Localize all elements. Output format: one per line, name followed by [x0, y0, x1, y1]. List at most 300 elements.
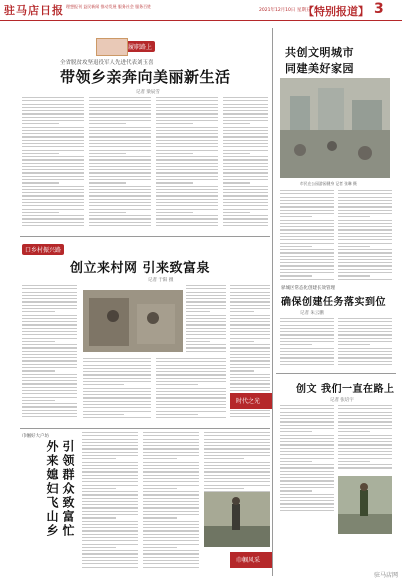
text-line — [22, 182, 59, 183]
text-line — [204, 478, 270, 479]
text-line — [156, 371, 226, 372]
text-line — [280, 279, 334, 280]
text-column — [280, 405, 334, 517]
text-line — [22, 225, 84, 226]
text-line — [156, 391, 226, 392]
text-line — [22, 334, 77, 335]
text-line — [156, 110, 218, 111]
text-line — [82, 448, 138, 449]
text-line — [230, 311, 254, 312]
text-line — [338, 405, 392, 406]
text-line — [22, 331, 77, 332]
text-line — [338, 197, 392, 198]
text-line — [230, 285, 270, 286]
text-line — [338, 461, 370, 462]
text-line — [230, 354, 270, 355]
text-line — [223, 159, 268, 160]
text-line — [280, 239, 334, 240]
text-column — [22, 285, 77, 423]
text-line — [338, 421, 392, 422]
text-line — [143, 478, 199, 479]
text-line — [230, 390, 270, 391]
text-line — [338, 458, 392, 459]
text-line — [338, 415, 392, 416]
text-line — [204, 465, 270, 466]
text-line — [280, 364, 334, 365]
text-line — [280, 193, 334, 194]
text-line — [156, 397, 226, 398]
text-line — [186, 298, 226, 299]
text-line — [22, 205, 84, 206]
text-line — [82, 527, 138, 528]
text-line — [82, 465, 138, 466]
text-line — [280, 500, 334, 501]
text-line — [223, 156, 268, 157]
text-line — [82, 468, 138, 469]
text-line — [22, 344, 77, 345]
text-line — [22, 120, 84, 121]
text-line — [223, 97, 268, 98]
text-line — [280, 480, 334, 481]
text-line — [280, 216, 312, 217]
text-line — [230, 357, 270, 358]
text-line — [186, 334, 226, 335]
text-line — [22, 127, 84, 128]
text-line — [143, 435, 199, 436]
text-line — [143, 468, 199, 469]
text-line — [89, 97, 151, 98]
text-line — [89, 215, 151, 216]
text-line — [89, 172, 151, 173]
text-line — [82, 435, 138, 436]
text-line — [280, 471, 334, 472]
text-line — [156, 127, 218, 128]
text-line — [156, 100, 218, 101]
text-line — [89, 159, 151, 160]
text-line — [186, 324, 226, 325]
text-line — [22, 324, 77, 325]
text-line — [338, 213, 392, 214]
text-line — [82, 524, 138, 525]
tag-graphic — [96, 38, 128, 56]
text-line — [223, 205, 268, 206]
text-line — [89, 143, 151, 144]
text-line — [230, 292, 270, 293]
text-line — [186, 338, 226, 339]
text-line — [82, 494, 138, 495]
text-line — [156, 378, 226, 379]
text-line — [143, 442, 199, 443]
text-line — [22, 156, 84, 157]
text-line — [83, 371, 151, 372]
text-line — [338, 259, 392, 260]
text-line — [338, 275, 370, 276]
text-line — [204, 488, 244, 489]
text-line — [89, 225, 151, 226]
paper-name: 驻马店日报 — [4, 4, 64, 17]
text-line — [230, 410, 270, 411]
text-line — [280, 203, 334, 204]
text-line — [156, 189, 218, 190]
text-line — [22, 169, 84, 170]
text-line — [82, 537, 138, 538]
text-line — [89, 153, 126, 154]
text-line — [89, 133, 151, 134]
text-line — [280, 474, 334, 475]
text-column — [156, 358, 226, 423]
text-line — [338, 467, 392, 468]
text-line — [143, 458, 177, 459]
text-line — [22, 328, 77, 329]
text-line — [82, 462, 138, 463]
text-line — [280, 425, 334, 426]
text-line — [22, 370, 55, 371]
text-line — [22, 367, 77, 368]
text-line — [83, 407, 151, 408]
text-line — [230, 315, 270, 316]
text-line — [83, 414, 124, 415]
text-line — [230, 367, 270, 368]
text-line — [156, 394, 226, 395]
text-line — [230, 305, 270, 306]
bottom-kicker: 巾帼好大户坊 — [22, 434, 49, 439]
text-line — [338, 229, 392, 230]
text-line — [280, 448, 334, 449]
text-line — [338, 334, 392, 335]
text-line — [280, 275, 312, 276]
text-line — [230, 383, 270, 384]
text-line — [204, 435, 270, 436]
text-line — [143, 527, 199, 528]
text-line — [89, 222, 151, 223]
text-line — [143, 494, 199, 495]
right-headline-2: 同建美好家园 — [285, 62, 354, 75]
text-line — [82, 563, 138, 564]
text-line — [82, 501, 138, 502]
text-line — [204, 442, 270, 443]
text-line — [143, 517, 177, 518]
text-line — [230, 413, 270, 414]
news-photo — [280, 78, 390, 178]
text-line — [223, 172, 268, 173]
text-line — [156, 218, 218, 219]
text-line — [230, 308, 270, 309]
text-line — [156, 199, 218, 200]
text-line — [143, 511, 199, 512]
text-line — [156, 169, 218, 170]
text-line — [22, 222, 84, 223]
text-line — [22, 189, 84, 190]
text-line — [156, 140, 218, 141]
text-line — [186, 315, 226, 316]
text-line — [280, 259, 334, 260]
text-line — [82, 478, 138, 479]
text-line — [156, 222, 218, 223]
text-line — [280, 252, 334, 253]
text-line — [338, 226, 392, 227]
text-line — [143, 560, 199, 561]
text-line — [230, 338, 270, 339]
text-line — [204, 468, 270, 469]
text-column — [338, 318, 392, 370]
text-line — [143, 498, 199, 499]
text-line — [82, 498, 138, 499]
text-line — [186, 292, 226, 293]
text-line — [223, 186, 268, 187]
text-column — [89, 97, 151, 232]
text-line — [22, 413, 77, 414]
text-line — [186, 351, 226, 352]
text-line — [338, 216, 370, 217]
text-line — [338, 269, 392, 270]
text-line — [82, 488, 116, 489]
text-column — [143, 432, 199, 572]
text-line — [82, 534, 138, 535]
text-line — [280, 421, 334, 422]
text-line — [22, 311, 55, 312]
text-line — [83, 391, 151, 392]
text-line — [82, 442, 138, 443]
text-line — [338, 344, 370, 345]
text-line — [230, 380, 270, 381]
text-line — [280, 190, 334, 191]
divider — [20, 236, 270, 237]
text-line — [204, 462, 270, 463]
text-line — [22, 377, 77, 378]
text-line — [156, 404, 226, 405]
text-line — [22, 393, 77, 394]
text-column — [82, 432, 138, 572]
text-line — [22, 380, 77, 381]
text-line — [230, 360, 270, 361]
text-line — [89, 110, 151, 111]
text-line — [156, 414, 198, 415]
text-line — [143, 534, 199, 535]
text-line — [22, 406, 77, 407]
article-byline: 记者 梁辰雪 — [136, 90, 160, 95]
text-line — [22, 176, 84, 177]
text-line — [22, 403, 77, 404]
text-line — [143, 507, 199, 508]
text-line — [230, 344, 270, 345]
text-line — [280, 441, 334, 442]
text-line — [338, 464, 392, 465]
text-line — [280, 243, 334, 244]
text-line — [83, 361, 151, 362]
text-line — [143, 550, 199, 551]
text-line — [22, 100, 84, 101]
text-line — [82, 550, 138, 551]
text-line — [143, 537, 199, 538]
text-line — [22, 107, 84, 108]
text-line — [338, 272, 392, 273]
text-line — [280, 344, 312, 345]
text-line — [280, 477, 334, 478]
text-line — [223, 163, 268, 164]
text-line — [204, 471, 270, 472]
text-line — [22, 186, 84, 187]
text-line — [223, 104, 268, 105]
text-line — [156, 195, 218, 196]
text-line — [143, 501, 199, 502]
text-line — [143, 540, 199, 541]
text-line — [338, 193, 392, 194]
text-line — [230, 321, 270, 322]
text-line — [82, 432, 138, 433]
text-line — [280, 226, 334, 227]
text-line — [230, 301, 270, 302]
text-line — [230, 298, 270, 299]
text-line — [22, 136, 84, 137]
masthead-tagline: 理想报刊 益民新闻 推动发展 服务社会 服务百姓 — [66, 4, 152, 9]
text-line — [22, 97, 84, 98]
text-line — [22, 308, 77, 309]
text-line — [22, 172, 84, 173]
text-line — [280, 233, 334, 234]
text-line — [143, 439, 199, 440]
text-line — [143, 504, 199, 505]
text-line — [223, 218, 268, 219]
text-line — [186, 341, 210, 342]
text-line — [156, 182, 193, 183]
text-line — [280, 361, 334, 362]
text-line — [89, 120, 151, 121]
text-line — [82, 553, 138, 554]
text-line — [82, 567, 138, 568]
text-line — [143, 485, 199, 486]
text-line — [156, 186, 218, 187]
text-line — [156, 107, 218, 108]
text-line — [338, 438, 392, 439]
text-line — [223, 117, 268, 118]
text-line — [280, 328, 334, 329]
text-line — [156, 381, 226, 382]
text-line — [338, 351, 392, 352]
text-line — [22, 212, 59, 213]
text-line — [156, 176, 218, 177]
text-line — [89, 146, 151, 147]
text-line — [82, 511, 138, 512]
text-line — [156, 205, 218, 206]
text-line — [22, 338, 77, 339]
text-line — [280, 415, 334, 416]
text-line — [22, 387, 77, 388]
text-column — [22, 97, 84, 232]
text-line — [82, 557, 138, 558]
text-line — [280, 458, 334, 459]
text-line — [223, 225, 268, 226]
text-line — [22, 341, 55, 342]
text-line — [280, 484, 334, 485]
text-line — [338, 318, 392, 319]
text-line — [338, 223, 392, 224]
text-line — [22, 123, 59, 124]
text-line — [156, 361, 226, 362]
text-line — [156, 407, 226, 408]
text-line — [22, 202, 84, 203]
text-line — [338, 279, 392, 280]
text-line — [156, 401, 226, 402]
text-line — [83, 411, 151, 412]
text-line — [338, 338, 392, 339]
text-line — [280, 454, 334, 455]
text-line — [143, 481, 199, 482]
text-line — [223, 123, 250, 124]
text-line — [22, 410, 77, 411]
text-line — [223, 143, 268, 144]
text-line — [143, 530, 199, 531]
page-number: 3 — [374, 1, 384, 17]
text-line — [143, 521, 199, 522]
text-line — [280, 494, 334, 495]
text-line — [156, 179, 218, 180]
text-line — [186, 344, 226, 345]
text-line — [82, 439, 138, 440]
text-line — [156, 117, 218, 118]
text-line — [280, 408, 334, 409]
text-line — [280, 325, 334, 326]
text-line — [156, 365, 226, 366]
text-line — [22, 110, 84, 111]
text-line — [280, 507, 334, 508]
text-line — [22, 218, 84, 219]
text-line — [143, 475, 199, 476]
text-line — [82, 452, 138, 453]
bottom-headline-col2: 引领群众致富忙 — [61, 440, 75, 538]
text-line — [22, 305, 77, 306]
text-line — [230, 295, 270, 296]
text-line — [89, 130, 151, 131]
text-line — [280, 467, 334, 468]
text-column — [83, 358, 151, 423]
text-line — [82, 544, 138, 545]
text-line — [156, 212, 193, 213]
text-line — [22, 140, 84, 141]
text-line — [22, 150, 84, 151]
text-line — [89, 176, 151, 177]
text-column — [223, 97, 268, 232]
text-line — [280, 487, 334, 488]
text-line — [156, 153, 193, 154]
text-line — [204, 432, 270, 433]
text-line — [338, 233, 392, 234]
text-line — [22, 163, 84, 164]
text-line — [156, 215, 218, 216]
text-line — [204, 445, 270, 446]
text-line — [280, 220, 334, 221]
text-line — [143, 547, 177, 548]
divider — [272, 28, 273, 576]
text-line — [143, 553, 199, 554]
text-line — [186, 308, 226, 309]
text-line — [89, 192, 151, 193]
text-line — [82, 547, 116, 548]
text-line — [83, 378, 151, 379]
text-line — [204, 481, 270, 482]
text-line — [89, 179, 151, 180]
text-line — [22, 143, 84, 144]
text-line — [280, 461, 312, 462]
text-line — [338, 454, 392, 455]
text-line — [230, 364, 270, 365]
text-line — [22, 113, 84, 114]
text-line — [89, 186, 151, 187]
text-line — [230, 351, 270, 352]
text-line — [89, 199, 151, 200]
text-line — [22, 179, 84, 180]
article-kicker: 全省脱贫攻坚退役军人先进代表刘玉喜 — [60, 60, 154, 66]
text-line — [22, 315, 77, 316]
